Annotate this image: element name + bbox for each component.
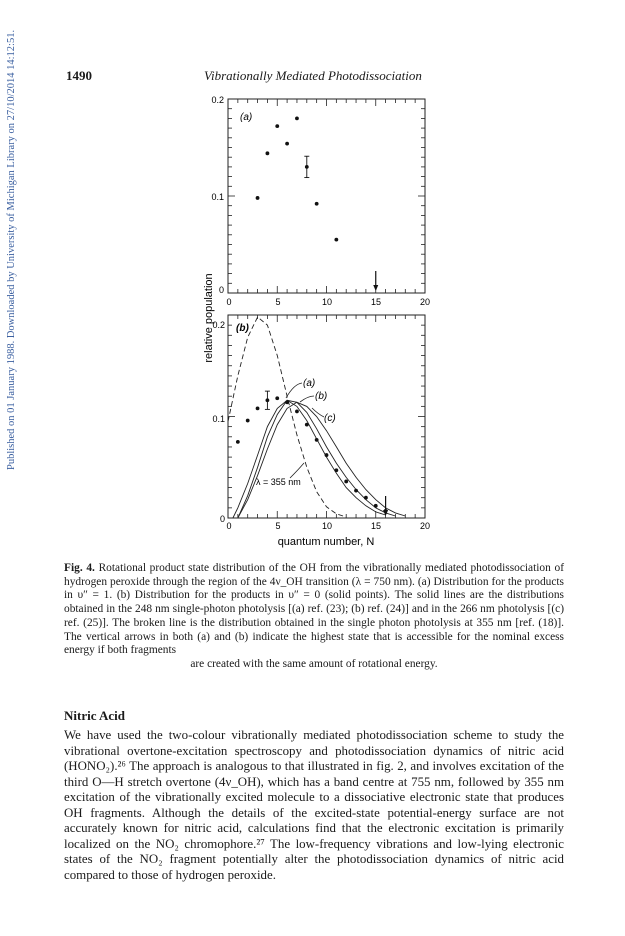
panel-b-point-12 — [354, 489, 358, 493]
figure-caption — [64, 562, 564, 672]
panel-b-point-6 — [295, 410, 299, 414]
panel-a-xtick-0: 0 — [226, 297, 232, 307]
panel-b-point-5 — [285, 400, 289, 404]
panel-a-frame — [228, 99, 425, 293]
panel-a-point-1 — [266, 151, 270, 155]
panel-b-xtick-20: 20 — [419, 521, 431, 531]
caption-label: Fig. 4. — [64, 562, 95, 574]
panel-a-label: (a) — [240, 112, 253, 123]
panel-a-point-6 — [315, 202, 319, 206]
section-title: Nitric Acid — [64, 708, 126, 723]
panel-a-xtick-10: 10 — [321, 297, 333, 307]
curve-a-leader — [286, 383, 302, 398]
panel-b-ytick-0: 0 — [219, 514, 225, 524]
download-watermark-text: Published on 01 January 1988. Downloaded by University of Michigan Library on 27/10/2014 14:12:51. — [6, 29, 17, 470]
running-title: Vibrationally Mediated Photodissociation — [204, 68, 422, 83]
panel-a-xtick-20: 20 — [419, 297, 431, 307]
panel-b-point-10 — [334, 468, 338, 472]
panel-b-ytick-0.2: 0.2 — [212, 320, 225, 330]
panel-b-point-0 — [236, 440, 240, 444]
panel-a-arrow-head — [373, 285, 378, 291]
panel-a — [211, 95, 430, 307]
broken-line-leader — [290, 463, 304, 478]
curve-c-leader — [312, 408, 324, 417]
section-paragraph: We have used the two-colour vibrationally mediated photodissociation scheme to study the vibrational overtone-excitation spectroscopy and photodissociation dynamics of nitric acid (HONO₂).²⁶ The approach is analogous to that illustrated in fig. 2, and involves excitation of the third O—H stretch overtone (4ν_OH), which has a band centre at 755 nm, followed by 355 nm excitation of the vibrationally excited molecule to a dissociative electronic state that produces OH fragments. Although the details of the excited-state potential-energy surface are not accurately known for nitric acid, calculations find that the electronic excitation is primarily localized on the NO₂ chromophore.²⁷ The low-frequency vibrations and low-lying electronic states of the NO₂ fragment potentially alter the photodissociation dynamics of nitric acid compared to those of hydrogen peroxide. — [64, 728, 564, 882]
panel-b-ytick-0.1: 0.1 — [212, 414, 225, 424]
panel-b-point-2 — [256, 406, 260, 410]
panel-b-series-1 — [238, 400, 396, 518]
panel-b-point-9 — [325, 453, 329, 457]
panel-b-point-4 — [275, 396, 279, 400]
panel-b-point-13 — [364, 496, 368, 500]
panel-b-xtick-10: 10 — [321, 521, 333, 531]
panel-a-ytick-0: 0 — [218, 285, 224, 295]
x-axis-label: quantum number, N — [277, 536, 375, 548]
panel-a-ytick-0.2: 0.2 — [211, 95, 224, 105]
panel-a-point-0 — [256, 196, 260, 200]
panel-a-point-2 — [275, 124, 279, 128]
curve-label-a: (a) — [303, 378, 316, 389]
panel-b-data — [228, 317, 405, 518]
caption-text: Rotational product state distribution of the OH from the vibrationally mediated photodissociation of hydrogen peroxide through the region of the 4ν_OH transition (λ = 750 nm). (a) Distribution for the products in υ″ = 1. (b) Distribution for the products in υ″ = 0 (solid points). The solid lines are the distributions obtained in the 248 nm single-photon photolysis [(a) ref. (23); (b) ref. (24)] and in the 266 nm photolysis [(c) ref. (25)]. The broken line is the distribution obtained in the single photon photolysis at 355 nm [ref. (18)]. The vertical arrows in both (a) and (b) indicate the highest state that is accessible for the nominal excess energy if both fragments — [64, 562, 564, 657]
curve-b-leader — [300, 396, 314, 402]
curve-label-c: (c) — [324, 413, 336, 424]
y-axis-label: relative population — [203, 273, 215, 363]
panel-a-point-7 — [334, 238, 338, 242]
panel-b-point-1 — [246, 419, 250, 423]
panel-b-point-7 — [305, 423, 309, 427]
caption-last-line: are created with the same amount of rotational energy. — [190, 657, 438, 670]
panel-a-point-4 — [295, 117, 299, 121]
page-number: 1490 — [66, 68, 92, 83]
curve-label-b: (b) — [315, 391, 328, 402]
panel-a-xtick-5: 5 — [275, 297, 281, 307]
panel-b-series-2 — [238, 402, 405, 518]
panel-b-xtick-5: 5 — [275, 521, 281, 531]
panel-b-series-0 — [233, 400, 386, 518]
panel-a-ytick-0.1: 0.1 — [211, 192, 224, 202]
panel-a-data — [256, 117, 379, 292]
panel-b — [212, 315, 430, 531]
panel-b-point-11 — [344, 480, 348, 484]
broken-line-label: λ = 355 nm — [256, 477, 301, 487]
panel-b-point-8 — [315, 438, 319, 442]
panel-b-xtick-0: 0 — [226, 521, 232, 531]
panel-a-ticks — [228, 99, 425, 293]
panel-a-xtick-15: 15 — [370, 297, 382, 307]
panel-b-xtick-15: 15 — [370, 521, 382, 531]
panel-a-point-3 — [285, 142, 289, 146]
panel-b-label: (b) — [236, 323, 249, 334]
panel-b-point-14 — [374, 504, 378, 508]
